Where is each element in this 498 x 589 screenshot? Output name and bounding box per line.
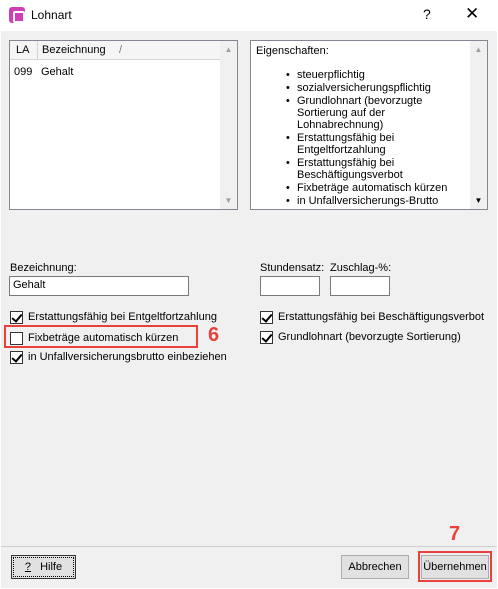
- property-item: • Grundlohnart (bevorzugte Sortierung auf der Lohnabrechnung): [251, 95, 471, 131]
- list-scrollbar[interactable]: [220, 41, 237, 209]
- bezeichnung-field[interactable]: Gehalt: [9, 276, 189, 296]
- sort-indicator-icon: /: [119, 44, 123, 56]
- help-title-button[interactable]: ?: [423, 6, 431, 22]
- hilfe-mnemonic: ?: [24, 561, 32, 573]
- step7-highlight: [418, 551, 492, 582]
- bezeichnung-label: Bezeichnung:: [10, 262, 77, 274]
- properties-scrollbar[interactable]: [470, 41, 487, 209]
- scroll-up-icon[interactable]: ▲: [474, 45, 483, 54]
- hilfe-button[interactable]: [11, 555, 76, 579]
- properties-title: Eigenschaften:: [256, 45, 329, 57]
- scroll-up-icon[interactable]: ▲: [224, 45, 233, 54]
- zuschlag-label: Zuschlag-%:: [330, 262, 392, 274]
- abbrechen-button[interactable]: Abbrechen: [341, 555, 409, 579]
- column-header-bezeichnung[interactable]: Bezeichnung: [42, 44, 106, 56]
- list-item-la[interactable]: 099: [14, 66, 33, 78]
- bottom-divider: [1, 546, 497, 547]
- zuschlag-field[interactable]: [330, 276, 390, 296]
- unfall-checkbox[interactable]: [10, 351, 23, 364]
- properties-list: [251, 69, 471, 208]
- close-icon[interactable]: ✕: [465, 4, 480, 23]
- column-header-la[interactable]: LA: [10, 41, 38, 60]
- window-title: Lohnart: [31, 8, 72, 22]
- uebernehmen-button[interactable]: Übernehmen: [421, 555, 489, 579]
- step6-highlight: [4, 325, 198, 348]
- stundensatz-field[interactable]: [260, 276, 320, 296]
- list-header: [10, 41, 220, 60]
- lohnart-list[interactable]: [9, 40, 238, 210]
- erstattung-entgelt-label[interactable]: Erstattungsfähig bei Entgeltfortzahlung: [28, 311, 217, 323]
- erstattung-entgelt-checkbox[interactable]: [10, 311, 23, 324]
- fixbetraege-label[interactable]: Fixbeträge automatisch kürzen: [28, 332, 179, 344]
- erstattung-beschaeftigung-label[interactable]: Erstattungsfähig bei Beschäftigungsverbot: [278, 311, 485, 323]
- app-icon: [9, 7, 25, 23]
- scroll-down-icon[interactable]: ▼: [474, 196, 483, 205]
- scroll-down-icon[interactable]: ▼: [224, 196, 233, 205]
- title-bar: [0, 0, 498, 31]
- hilfe-label: Hilfe: [40, 561, 63, 573]
- unfall-label[interactable]: in Unfallversicherungsbrutto einbeziehen: [28, 351, 227, 363]
- property-item: • steuerpflichtig: [251, 69, 471, 81]
- property-item: • Fixbeträge automatisch kürzen: [251, 182, 471, 194]
- grundlohnart-checkbox[interactable]: [260, 331, 273, 344]
- erstattung-beschaeftigung-checkbox[interactable]: [260, 311, 273, 324]
- step7-number: 7: [449, 523, 461, 545]
- properties-panel: [250, 40, 488, 210]
- property-item: • in Unfallversicherungs-Brutto: [251, 195, 471, 207]
- property-item: • Erstattungsfähig bei Entgeltfortzahlung: [251, 132, 471, 156]
- step6-number: 6: [208, 324, 220, 346]
- list-item-bezeichnung[interactable]: Gehalt: [41, 66, 74, 78]
- grundlohnart-label[interactable]: Grundlohnart (bevorzugte Sortierung): [278, 331, 461, 343]
- property-item: • sozialversicherungspflichtig: [251, 82, 471, 94]
- property-item: • Erstattungsfähig bei Beschäftigungsverbot: [251, 157, 471, 181]
- stundensatz-label: Stundensatz:: [260, 262, 325, 274]
